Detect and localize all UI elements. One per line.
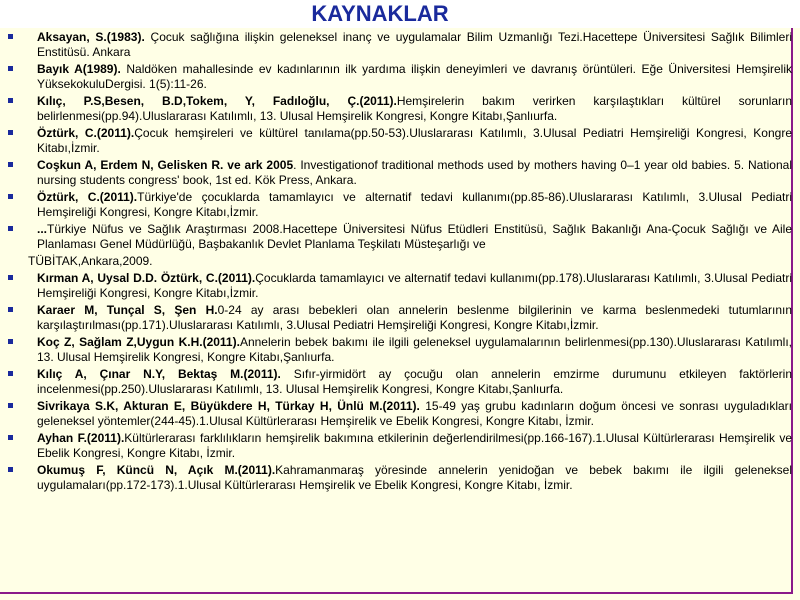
reference-authors: Öztürk, C.(2011). (37, 190, 138, 204)
square-bullet-icon (8, 467, 13, 472)
reference-item (6, 94, 792, 124)
reference-item (6, 463, 792, 493)
square-bullet-icon (8, 371, 13, 376)
reference-text: Türkiye Nüfus ve Sağlık Araştırması 2008.Hacettepe Üniversitesi Nüfus Etüdleri Enstitüsü, Sağlık Bakanlığı Ana-Çocuk Sağlığı ve Aile Planlaması Genel Müdürlüğü, Başbakanlık Devlet Planlama Teşkilatı Müsteşarlığı ve (37, 222, 792, 251)
reference-item (6, 367, 792, 397)
reference-authors: ... (37, 222, 48, 236)
square-bullet-icon (8, 66, 13, 71)
square-bullet-icon (8, 307, 13, 312)
reference-authors: Okumuş F, Küncü N, Açık M.(2011). (37, 463, 276, 477)
reference-text: Çocuklarda tamamlayıcı ve alternatif tedavi kullanımı(pp.178).Uluslararası Katılımlı, 3.Ulusal Pediatri Hemşireliği Kongresi, Kongre Kitabı,İzmir. (37, 271, 792, 300)
reference-item (6, 431, 792, 461)
reference-authors: Kılıç A, Çınar N.Y, Bektaş M.(2011). (37, 367, 281, 381)
reference-item (6, 190, 792, 220)
square-bullet-icon (8, 403, 13, 408)
square-bullet-icon (8, 34, 13, 39)
square-bullet-icon (8, 130, 13, 135)
reference-item (6, 335, 792, 365)
reference-item (6, 222, 792, 252)
reference-item (6, 30, 792, 60)
reference-authors: Coşkun A, Erdem N, Gelisken R. ve ark 2005 (37, 158, 294, 172)
reference-list (6, 30, 792, 495)
reference-authors: Koç Z, Sağlam Z,Uygun K.H.(2011). (37, 335, 240, 349)
reference-text: Türkiye'de çocuklarda tamamlayıcı ve alternatif tedavi kullanımı(pp.85-86).Uluslararası Katılımlı, 3.Ulusal Pediatri Hemşireliği Kongresi, Kongre Kitabı,İzmir. (37, 190, 792, 219)
reference-authors: Aksayan, S.(1983). (37, 30, 145, 44)
title-bar (0, 0, 800, 28)
reference-text: Çocuk hemşireleri ve kültürel tanılama(pp.50-53).Uluslararası Katılımlı, 3.Ulusal Pediatri Hemşireliği Kongresi, Kongre Kitabı,İzmir. (37, 126, 792, 155)
reference-text: 0-24 ay arası bebekleri olan annelerin beslenme bilgilerinin ve karma beslenmedeki tutumlarının karşılaştırılması(pp.171).Uluslararası Katılımlı, 3.Ulusal Pediatri Hemşireliği Kongresi, Kongre Kitabı,İzmir. (37, 303, 792, 332)
reference-authors: Öztürk, C.(2011). (37, 126, 135, 140)
square-bullet-icon (8, 275, 13, 280)
square-bullet-icon (8, 98, 13, 103)
reference-text: Sıfır-yirmidört ay çocuğu olan annelerin emzirme durumunu etkileyen faktörlerin incelenmesi(pp.250).Uluslararası Katılımlı, 13. Ulusal Hemşirelik Kongresi, Kongre Kitabı,Şanlıurfa. (37, 367, 792, 396)
reference-text: 15-49 yaş grubu kadınların doğum öncesi ve sonrası uyguladıkları geleneksel yöntemler(244-45).1.Ulusal Kültürlerarası Hemşirelik ve Ebelik Kongresi, Kongre Kitabı, İzmir. (37, 399, 792, 428)
reference-text: . Investigationof traditional methods used by mothers having 0–1 year old babies. 5. National nursing students congress' book, 1st ed. Kök Press, Ankara. (37, 158, 792, 187)
reference-item (6, 399, 792, 429)
reference-text: Annelerin bebek bakımı ile ilgili geleneksel uygulamalarının belirlenmesi(pp.130).Uluslararası Katılımlı, 13. Ulusal Hemşirelik Kongresi, Kongre Kitabı,Şanlıurfa. (37, 335, 792, 364)
reference-item (6, 158, 792, 188)
reference-authors: Karaer M, Tunçal S, Şen H. (37, 303, 218, 317)
reference-authors: Kırman A, Uysal D.D. Öztürk, C.(2011). (37, 271, 256, 285)
reference-text: TÜBİTAK,Ankara,2009. (28, 254, 153, 268)
reference-authors: Sivrikaya S.K, Akturan E, Büyükdere H, Türkay H, Ünlü M.(2011). (37, 399, 420, 413)
reference-item (6, 303, 792, 333)
reference-authors: Bayık A(1989). (37, 62, 121, 76)
square-bullet-icon (8, 226, 13, 231)
page-title: KAYNAKLAR (311, 1, 449, 26)
reference-text: Çocuk sağlığına ilişkin geleneksel inanç ve uygulamalar Bilim Uzmanlığı Tezi.Hacettepe Üniversitesi Sağlık Bilimleri Enstitüsü. Ankara (37, 30, 792, 59)
square-bullet-icon (8, 339, 13, 344)
square-bullet-icon (8, 435, 13, 440)
reference-item (6, 126, 792, 156)
reference-authors: Kılıç, P.S,Besen, B.D,Tokem, Y, Fadıloğlu, Ç.(2011). (37, 94, 397, 108)
reference-text: Kahramanmaraş yöresinde annelerin yenidoğan ve bebek bakımı ile ilgili geleneksel uygulamaları(pp.172-173).1.Ulusal Kültürlerarası Hemşirelik ve Ebelik Kongresi, Kongre Kitabı, İzmir. (37, 463, 793, 492)
reference-text: Kültürlerarası farklılıkların hemşirelik bakımına etkilerinin değerlendirilmesi(pp.166-167).1.Ulusal Kültürlerarası Hemşirelik ve Ebelik Kongresi, Kongre Kitabı, İzmir. (37, 431, 792, 460)
square-bullet-icon (8, 162, 13, 167)
reference-item (6, 271, 792, 301)
reference-text: Naldöken mahallesinde ev kadınlarının ilk yardıma ilişkin deneyimleri ve davranış örüntüleri. Eğe Üniversitesi Hemşirelik YüksekokuluDergisi. 1(5):11-26. (37, 62, 792, 91)
square-bullet-icon (8, 194, 13, 199)
reference-text: Hemşirelerin bakım verirken karşılaştıkları kültürel sorunların belirlenmesi(pp.94).Uluslararası Katılımlı, 13. Ulusal Hemşirelik Kongresi, Kongre Kitabı,Şanlıurfa. (37, 94, 792, 123)
reference-item (6, 62, 792, 92)
reference-item (6, 254, 792, 269)
reference-authors: Ayhan F.(2011). (37, 431, 125, 445)
